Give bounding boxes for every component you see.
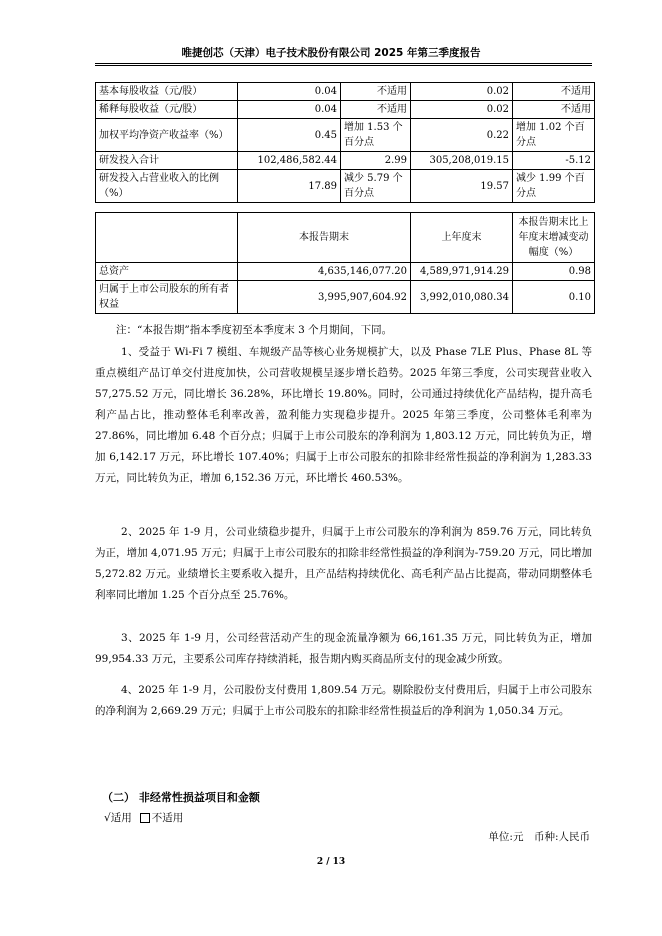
row-label: 归属于上市公司股东的所有者权益: [96, 281, 238, 314]
current-period-end-value: 3,995,907,604.92: [238, 281, 411, 314]
financial-indicators-table: [95, 82, 595, 203]
row-label: 稀释每股收益（元/股）: [96, 101, 238, 119]
header-rule-secondary: [95, 65, 592, 66]
change-rate-value: 0.98: [513, 263, 595, 281]
prior-year-end-value: 3,992,010,080.34: [411, 281, 513, 314]
paragraph-3: [95, 628, 592, 670]
ytd-change: 增加 1.02 个百分点: [513, 119, 595, 152]
row-label: 研发投入占营业收入的比例（%）: [96, 170, 238, 203]
header-blank-cell: [96, 213, 238, 263]
paragraph-2: [95, 522, 592, 606]
header-rule: [95, 63, 592, 64]
change-rate-value: 0.10: [513, 281, 595, 314]
paragraph-text: 1、受益于 Wi-Fi 7 模组、车规级产品等核心业务规模扩大，以及 Phase 7LE Plus、Phase 8L 等重点模组产品订单交付进度加快，公司营收规模呈逐步增长趋势。2025 年第三季度，公司实现营业收入 57,275.52 万元，同比增长 36.28%，环比增长 19.80%。同时，公司通过持续优化产品结构，提升高毛利产品占比，推动整体毛利率改善，盈利能力实现稳步提升。2025 年第三季度，公司整体毛利率为 27.86%，同比增加 6.48 个百分点；归属于上市公司股东的净利润为 1,803.12 万元，同比转负为正，增加 6,142.17 万元，环比增长 107.40%；归属于上市公司股东的扣除非经常性损益的净利润为 1,283.33 万元，同比转负为正，增加 6,152.36 万元，环比增长 460.53%。: [95, 346, 592, 484]
applicable-option: √适用: [104, 812, 132, 824]
applicability-options: [104, 810, 183, 825]
ytd-change: -5.12: [513, 152, 595, 170]
table-row: [96, 281, 595, 314]
ytd-change: 不适用: [513, 83, 595, 101]
current-quarter-value: 102,486,582.44: [238, 152, 341, 170]
row-label: 基本每股收益（元/股）: [96, 83, 238, 101]
ytd-value: 19.57: [411, 170, 513, 203]
header-prior-year-end: 上年度末: [411, 213, 513, 263]
current-quarter-change: 不适用: [341, 101, 411, 119]
current-period-end-value: 4,635,146,077.20: [238, 263, 411, 281]
paragraph-text: 3、2025 年 1-9 月，公司经营活动产生的现金流量净额为 66,161.35 万元，同比转负为正，增加 99,954.33 万元，主要系公司库存持续消耗，报告期内购买商品所支付的现金减少所致。: [95, 632, 592, 665]
ytd-value: 0.02: [411, 83, 513, 101]
table-row: [96, 119, 595, 152]
current-quarter-value: 0.04: [238, 83, 341, 101]
unit-currency-note: 单位:元 币种:人民币: [488, 831, 590, 843]
paragraph-text: 4、2025 年 1-9 月，公司股份支付费用 1,809.54 万元。剔除股份支付费用后，归属于上市公司股东的净利润为 2,669.29 万元；归属于上市公司股东的扣除非经常性损益后的净利润为 1,050.34 万元。: [95, 684, 592, 717]
row-label: 加权平均净资产收益率（%）: [96, 119, 238, 152]
ytd-change: 减少 1.99 个百分点: [513, 170, 595, 203]
not-applicable-option: 不适用: [151, 812, 184, 824]
current-quarter-value: 17.89: [238, 170, 341, 203]
current-quarter-change: 增加 1.53 个百分点: [341, 119, 411, 152]
table-header-row: [96, 213, 595, 263]
header-change-rate: 本报告期末比上年度末增减变动幅度（%）: [513, 213, 595, 263]
paragraph-4: [95, 680, 592, 722]
table-footnote: 注：“本报告期”指本季度初至本季度末 3 个月期间，下同。: [116, 324, 393, 336]
prior-year-end-value: 4,589,971,914.29: [411, 263, 513, 281]
table-row: [96, 83, 595, 101]
ytd-value: 305,208,019.15: [411, 152, 513, 170]
section-heading: （二） 非经常性损益项目和金额: [102, 791, 260, 804]
current-quarter-value: 0.04: [238, 101, 341, 119]
checkbox-empty-icon: [140, 813, 150, 823]
current-quarter-change: 减少 5.79 个百分点: [341, 170, 411, 203]
ytd-change: 不适用: [513, 101, 595, 119]
current-quarter-value: 0.45: [238, 119, 341, 152]
table-row: [96, 101, 595, 119]
report-header-title: 唯捷创芯（天津）电子技术股份有限公司 2025 年第三季度报告: [181, 47, 481, 59]
current-quarter-change: 不适用: [341, 83, 411, 101]
paragraph-text: 2、2025 年 1-9 月，公司业绩稳步提升，归属于上市公司股东的净利润为 859.76 万元，同比转负为正，增加 4,071.95 万元；归属于上市公司股东的扣除非经常性损益的净利润为-759.20 万元，同比增加 5,272.82 万元。业绩增长主要系收入提升，且产品结构持续优化、高毛利产品占比提高，带动同期整体毛利率同比增加 1.25 个百分点至 25.76%。: [95, 526, 592, 601]
row-label: 研发投入合计: [96, 152, 238, 170]
ytd-value: 0.22: [411, 119, 513, 152]
balance-indicators-table: [95, 212, 595, 314]
header-current-period-end: 本报告期末: [238, 213, 411, 263]
row-label: 总资产: [96, 263, 238, 281]
table-row: [96, 263, 595, 281]
ytd-value: 0.02: [411, 101, 513, 119]
page-number: 2 / 13: [316, 857, 346, 867]
table-row: [96, 170, 595, 203]
table-row: [96, 152, 595, 170]
paragraph-1: [95, 342, 592, 489]
current-quarter-change: 2.99: [341, 152, 411, 170]
